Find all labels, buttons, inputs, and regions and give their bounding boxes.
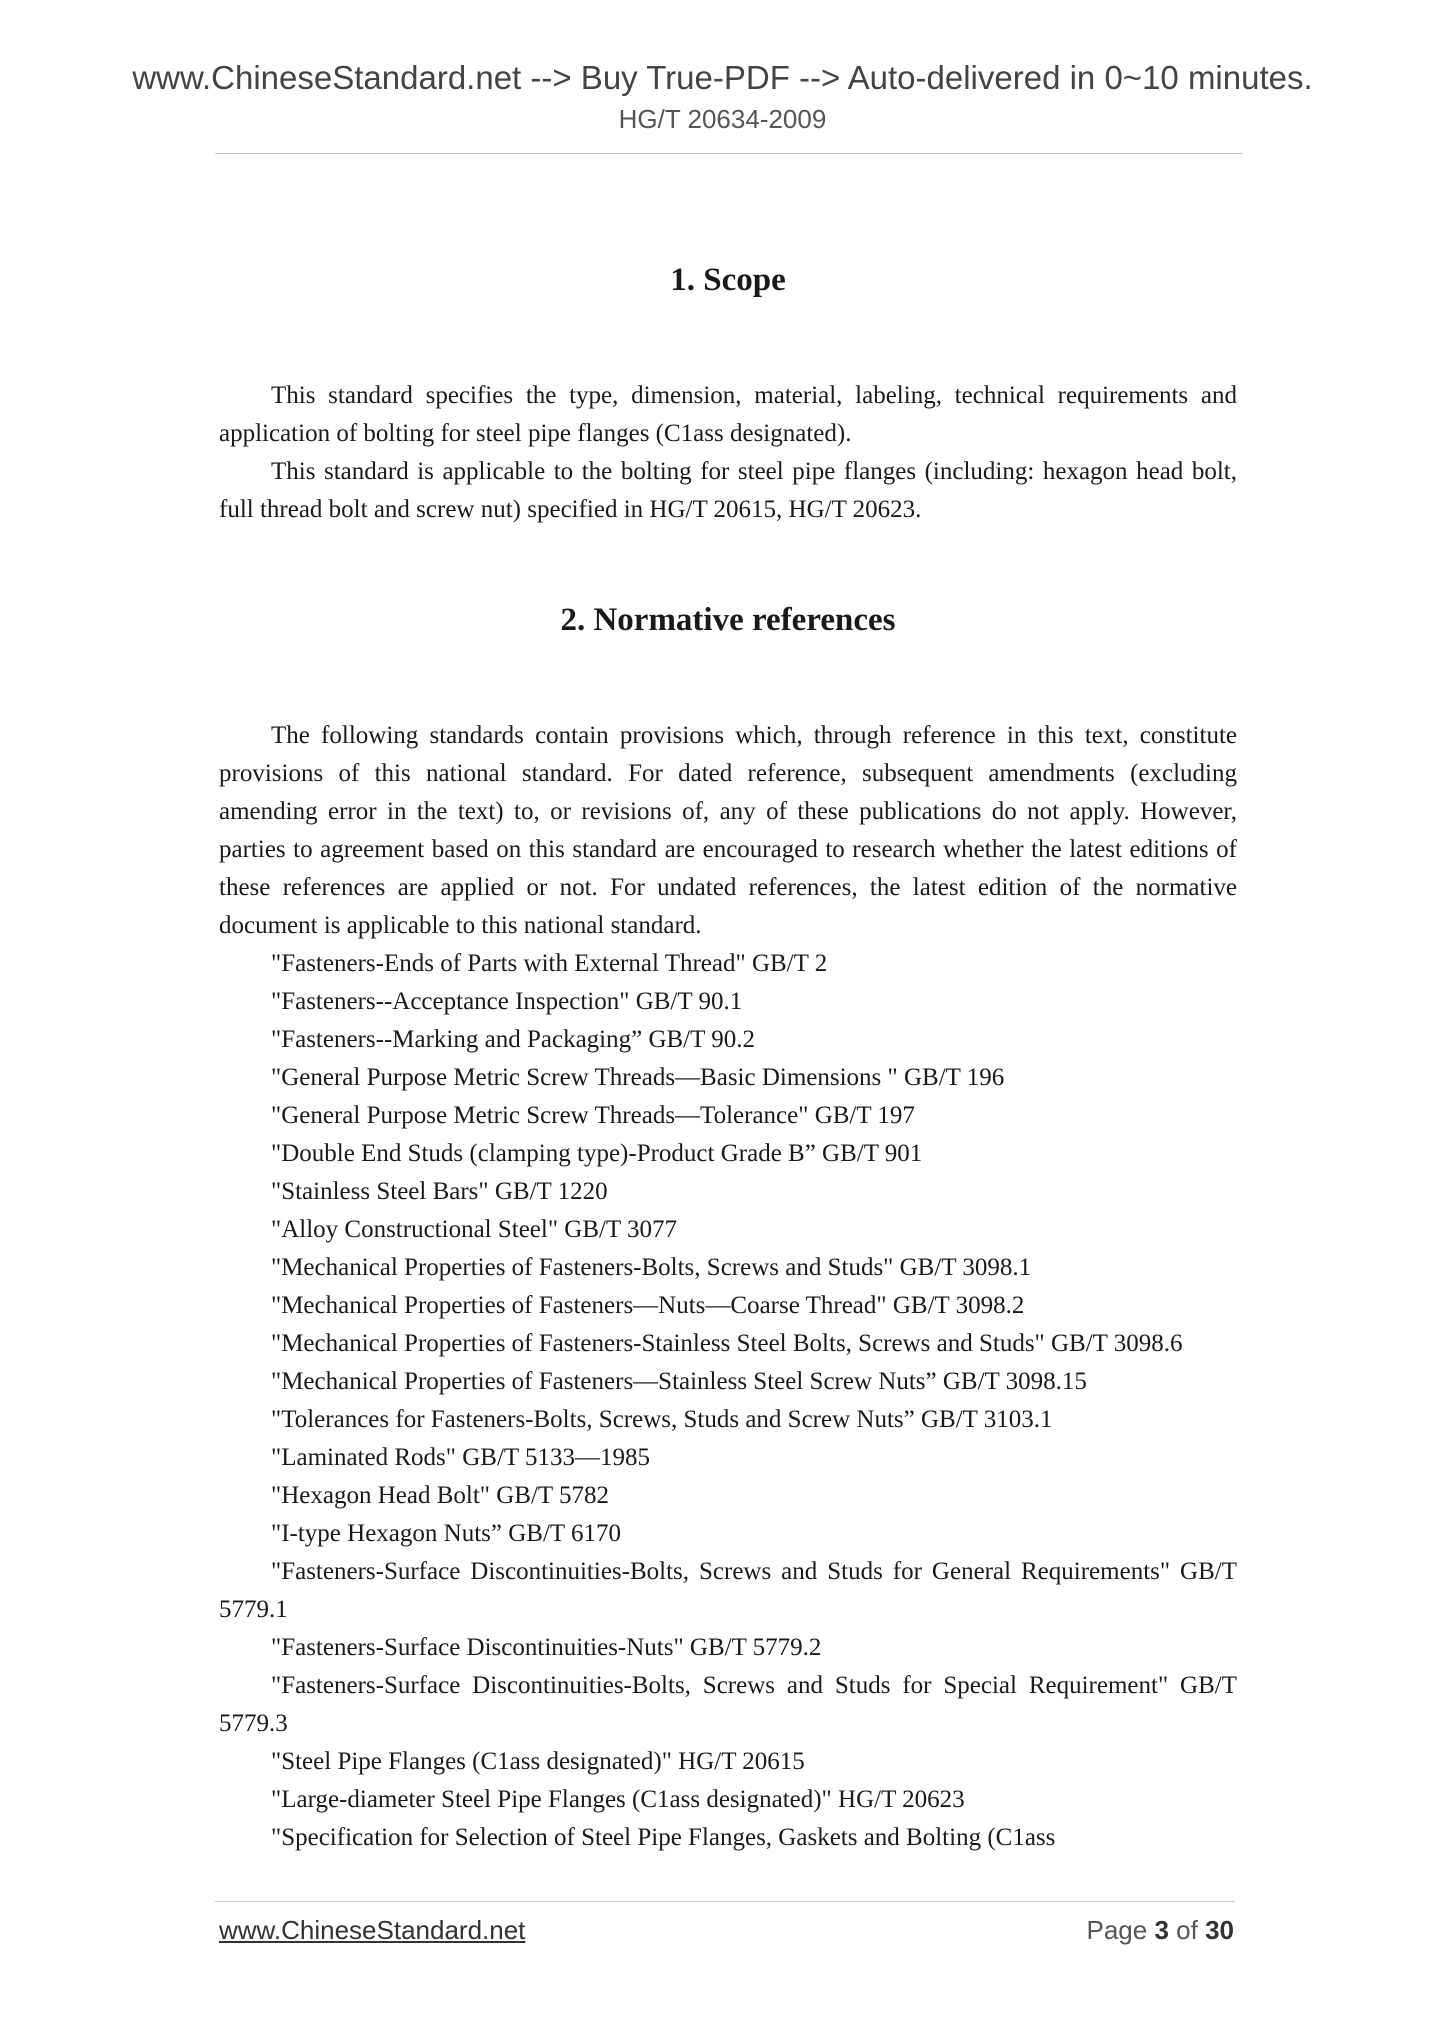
header-banner: www.ChineseStandard.net --> Buy True-PDF --> Auto-delivered in 0~10 minutes. <box>132 59 1313 96</box>
reference-item: "Fasteners-Surface Discontinuities-Bolts, Screws and Studs for General Requirements" GB/T 5779.1 <box>219 1558 1237 1623</box>
reference-item: "Mechanical Properties of Fasteners-Bolts, Screws and Studs" GB/T 3098.1 <box>271 1254 1032 1281</box>
reference-item: "Stainless Steel Bars" GB/T 1220 <box>271 1178 608 1205</box>
reference-item: "Specification for Selection of Steel Pipe Flanges, Gaskets and Bolting (C1ass <box>271 1824 1056 1851</box>
footer-divider <box>215 1901 1235 1902</box>
reference-item: "Fasteners-Surface Discontinuities-Nuts" GB/T 5779.2 <box>271 1634 822 1661</box>
page-number <box>1086 1914 1234 1946</box>
scope-paragraph-1: This standard specifies the type, dimension, material, labeling, technical requirements and application of bolting for steel pipe flanges (C1ass designated). <box>219 382 1237 447</box>
page-current: 3 <box>1154 1915 1169 1945</box>
reference-item: "General Purpose Metric Screw Threads—Basic Dimensions " GB/T 196 <box>271 1064 1005 1091</box>
reference-item: "Steel Pipe Flanges (C1ass designated)" HG/T 20615 <box>271 1748 805 1775</box>
page-of: of <box>1176 1915 1198 1945</box>
page-body <box>219 260 1237 1857</box>
normative-references-heading: 2. Normative references <box>560 602 896 638</box>
reference-item: "Double End Studs (clamping type)-Product Grade B” GB/T 901 <box>271 1140 923 1167</box>
footer-site-link[interactable]: www.ChineseStandard.net <box>219 1915 526 1945</box>
document-code: HG/T 20634-2009 <box>618 104 827 134</box>
reference-item: "I-type Hexagon Nuts” GB/T 6170 <box>271 1520 621 1547</box>
reference-item: "Large-diameter Steel Pipe Flanges (C1ass designated)" HG/T 20623 <box>271 1786 965 1813</box>
reference-item: "General Purpose Metric Screw Threads—Tolerance" GB/T 197 <box>271 1102 915 1129</box>
page-total: 30 <box>1205 1915 1234 1945</box>
normative-references-intro: The following standards contain provisions which, through reference in this text, constitute provisions of this national standard. For dated reference, subsequent amendments (excluding amending error in the text) to, or revisions of, any of these publications do not apply. However, parties to agreement based on this standard are encouraged to research whether the latest editions of these references are applied or not. For undated references, the latest edition of the normative document is applicable to this national standard. <box>219 722 1237 939</box>
reference-item: "Mechanical Properties of Fasteners—Nuts—Coarse Thread" GB/T 3098.2 <box>271 1292 1025 1319</box>
reference-item: "Fasteners-Ends of Parts with External Thread" GB/T 2 <box>271 950 828 977</box>
reference-item: "Laminated Rods" GB/T 5133—1985 <box>271 1444 650 1471</box>
reference-item: "Mechanical Properties of Fasteners-Stainless Steel Bolts, Screws and Studs" GB/T 3098.6 <box>271 1330 1183 1357</box>
scope-paragraph-2: This standard is applicable to the bolting for steel pipe flanges (including: hexagon head bolt, full thread bolt and screw nut) specified in HG/T 20615, HG/T 20623. <box>219 458 1237 523</box>
reference-item: "Mechanical Properties of Fasteners—Stainless Steel Screw Nuts” GB/T 3098.15 <box>271 1368 1087 1395</box>
reference-item: "Alloy Constructional Steel" GB/T 3077 <box>271 1216 678 1243</box>
page-prefix: Page <box>1086 1915 1148 1945</box>
reference-list <box>219 945 1237 1857</box>
scope-heading: 1. Scope <box>670 262 786 298</box>
reference-item: "Fasteners--Acceptance Inspection" GB/T 90.1 <box>271 988 743 1015</box>
reference-item: "Tolerances for Fasteners-Bolts, Screws, Studs and Screw Nuts” GB/T 3103.1 <box>271 1406 1053 1433</box>
reference-item: "Fasteners--Marking and Packaging” GB/T 90.2 <box>271 1026 755 1053</box>
header-divider <box>215 153 1243 154</box>
reference-item: "Hexagon Head Bolt" GB/T 5782 <box>271 1482 609 1509</box>
reference-item: "Fasteners-Surface Discontinuities-Bolts, Screws and Studs for Special Requirement" GB/T 5779.3 <box>219 1672 1237 1737</box>
